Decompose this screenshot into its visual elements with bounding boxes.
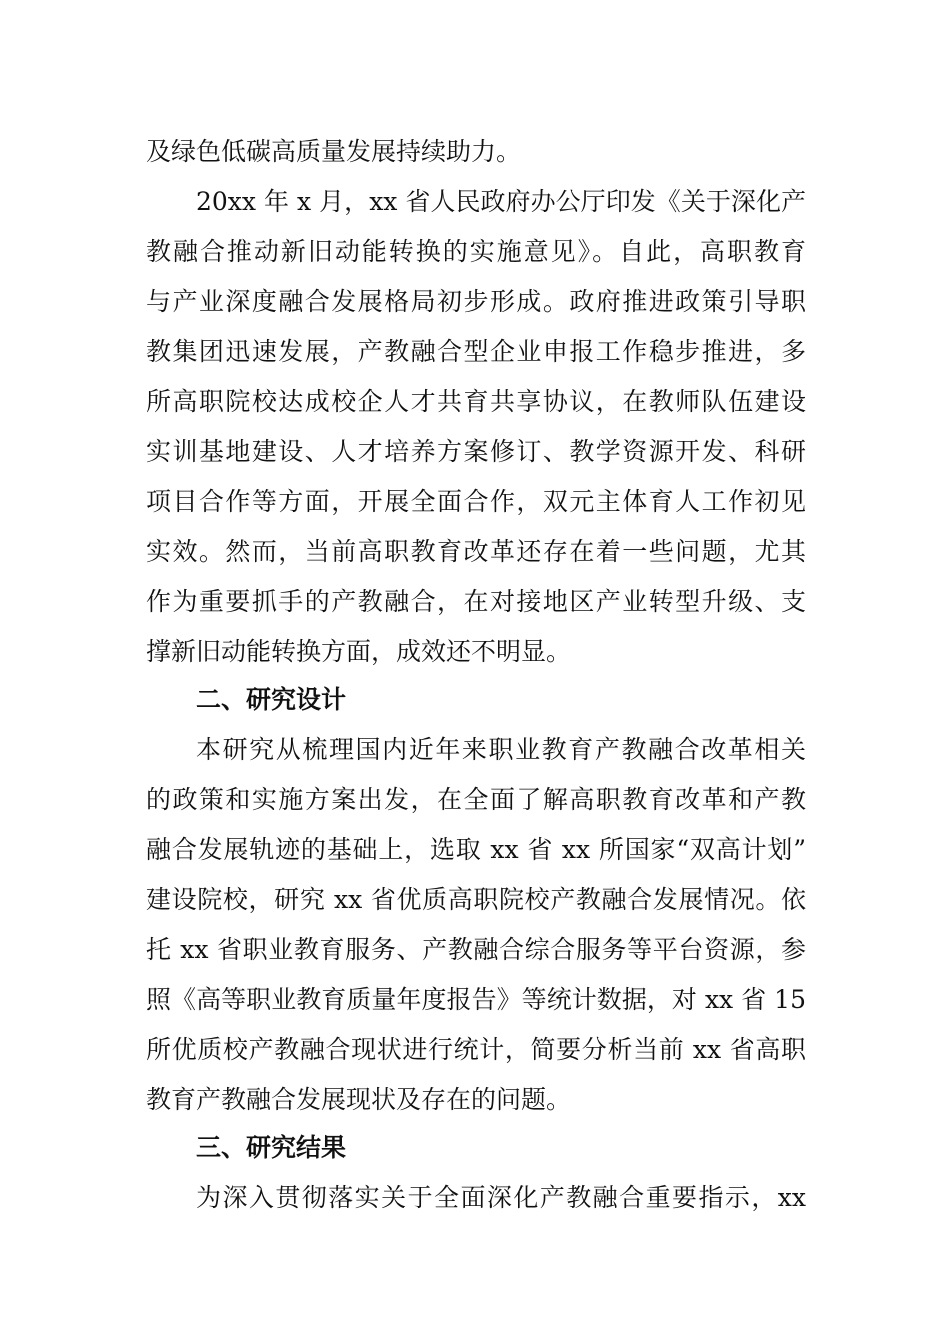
section-heading-research-design: 二、研究设计 <box>196 685 347 714</box>
text-line: 托 xx 省职业教育服务、产教融合综合服务等平台资源，参 <box>146 935 806 964</box>
text-line: 撑新旧动能转换方面，成效还不明显。 <box>146 637 572 666</box>
text-line: 教集团迅速发展，产教融合型企业申报工作稳步推进，多 <box>146 337 806 366</box>
text-line: 所优质校产教融合现状进行统计，简要分析当前 xx 省高职 <box>146 1035 806 1064</box>
text-line: 及绿色低碳高质量发展持续助力。 <box>146 137 522 166</box>
paragraph-first-line: 本研究从梳理国内近年来职业教育产教融合改革相关 <box>196 735 806 764</box>
text-line: 与产业深度融合发展格局初步形成。政府推进政策引导职 <box>146 287 806 316</box>
text-line: 的政策和实施方案出发，在全面了解高职教育改革和产教 <box>146 785 806 814</box>
text-line: 所高职院校达成校企人才共育共享协议，在教师队伍建设 <box>146 387 806 416</box>
text-line: 教融合推动新旧动能转换的实施意见》。自此，高职教育 <box>146 237 806 266</box>
text-line: 建设院校，研究 xx 省优质高职院校产教融合发展情况。依 <box>146 885 806 914</box>
text-line: 项目合作等方面，开展全面合作，双元主体育人工作初见 <box>146 487 806 516</box>
text-line: 教育产教融合发展现状及存在的问题。 <box>146 1085 572 1114</box>
text-line: 照《高等职业教育质量年度报告》等统计数据，对 xx 省 15 <box>146 985 806 1014</box>
paragraph-first-line: 为深入贯彻落实关于全面深化产教融合重要指示，xx <box>196 1183 806 1212</box>
text-line: 融合发展轨迹的基础上，选取 xx 省 xx 所国家“双高计划” <box>146 835 806 864</box>
paragraph-first-line: 20xx 年 x 月，xx 省人民政府办公厅印发《关于深化产 <box>196 187 806 216</box>
section-heading-research-results: 三、研究结果 <box>196 1133 347 1162</box>
text-line: 实训基地建设、人才培养方案修订、教学资源开发、科研 <box>146 437 806 466</box>
text-line: 实效。然而，当前高职教育改革还存在着一些问题，尤其 <box>146 537 806 566</box>
text-line: 作为重要抓手的产教融合，在对接地区产业转型升级、支 <box>146 587 806 616</box>
